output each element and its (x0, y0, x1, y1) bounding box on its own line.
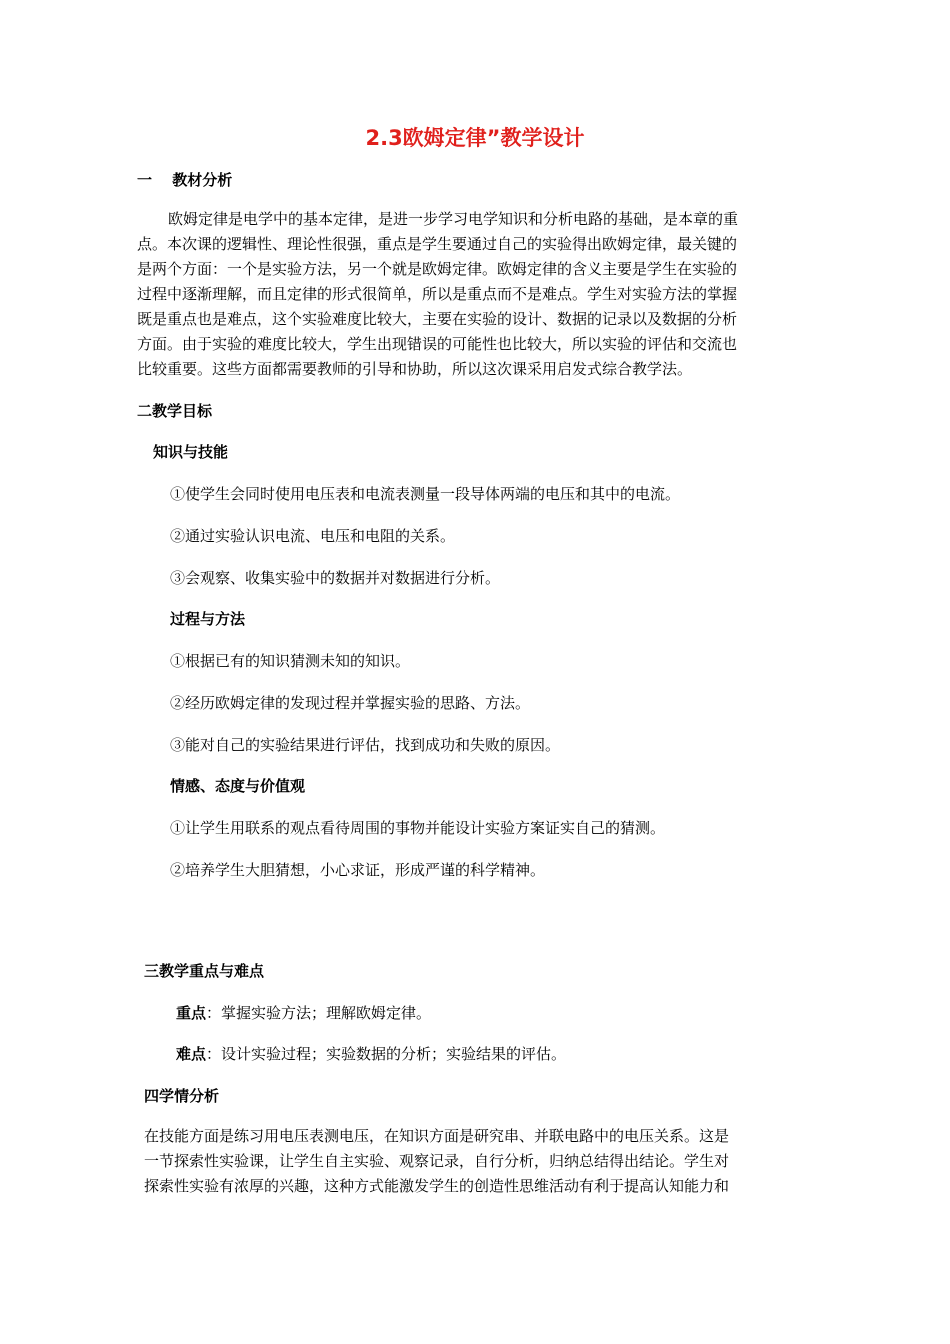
list-item: ②培养学生大胆猜想，小心求证，形成严谨的科学精神。 (170, 861, 546, 879)
key-point-text: ：掌握实验方法；理解欧姆定律。 (206, 1004, 432, 1022)
paragraph-line: 欧姆定律是电学中的基本定律，是进一步学习电学知识和分析电路的基础，是本章的重 (168, 210, 739, 228)
list-item: ③会观察、收集实验中的数据并对数据进行分析。 (170, 569, 501, 587)
section-3-heading: 三教学重点与难点 (144, 962, 265, 980)
section-1-heading: 一 教材分析 (137, 171, 233, 189)
subsection-attitude-heading: 情感、态度与价值观 (170, 777, 306, 795)
paragraph-line: 是两个方面：一个是实验方法，另一个就是欧姆定律。欧姆定律的含义主要是学生在实验的 (137, 260, 738, 278)
key-point-line (176, 1002, 431, 1024)
paragraph-line: 在技能方面是练习用电压表测电压，在知识方面是研究串、并联电路中的电压关系。这是 (144, 1127, 730, 1145)
key-point-label: 重点 (176, 1004, 207, 1022)
paragraph-line: 点。本次课的逻辑性、理论性很强，重点是学生要通过自己的实验得出欧姆定律，最关键的 (137, 235, 738, 253)
paragraph-line: 既是重点也是难点，这个实验难度比较大，主要在实验的设计、数据的记录以及数据的分析 (137, 310, 738, 328)
paragraph-line: 一节探索性实验课，让学生自主实验、观察记录，自行分析，归纳总结得出结论。学生对 (144, 1152, 730, 1170)
list-item: ①根据已有的知识猜测未知的知识。 (170, 652, 411, 670)
list-item: ①让学生用联系的观点看待周围的事物并能设计实验方案证实自己的猜测。 (170, 819, 666, 837)
paragraph-line: 过程中逐渐理解，而且定律的形式很简单，所以是重点而不是难点。学生对实验方法的掌握 (137, 285, 738, 303)
difficulty-label: 难点 (176, 1045, 207, 1063)
list-item: ①使学生会同时使用电压表和电流表测量一段导体两端的电压和其中的电流。 (170, 485, 681, 503)
subsection-knowledge-heading: 知识与技能 (153, 443, 229, 461)
list-item: ②通过实验认识电流、电压和电阻的关系。 (170, 527, 456, 545)
document-title: 2.3欧姆定律”教学设计 (365, 126, 585, 150)
paragraph-line: 探索性实验有浓厚的兴趣，这种方式能激发学生的创造性思维活动有利于提高认知能力和 (144, 1177, 730, 1195)
paragraph-line: 比较重要。这些方面都需要教师的引导和协助，所以这次课采用启发式综合教学法。 (137, 360, 693, 378)
subsection-process-heading: 过程与方法 (170, 610, 246, 628)
section-4-paragraph (144, 1124, 814, 1199)
list-item: ③能对自己的实验结果进行评估，找到成功和失败的原因。 (170, 736, 561, 754)
section-4-heading: 四学情分析 (144, 1087, 220, 1105)
difficulty-line (176, 1043, 566, 1065)
paragraph-line: 方面。由于实验的难度比较大，学生出现错误的可能性也比较大，所以实验的评估和交流也 (137, 335, 738, 353)
difficulty-text: ：设计实验过程；实验数据的分析；实验结果的评估。 (206, 1045, 567, 1063)
list-item: ②经历欧姆定律的发现过程并掌握实验的思路、方法。 (170, 694, 531, 712)
section-2-heading: 二教学目标 (137, 402, 213, 420)
section-1-paragraph (137, 207, 817, 382)
